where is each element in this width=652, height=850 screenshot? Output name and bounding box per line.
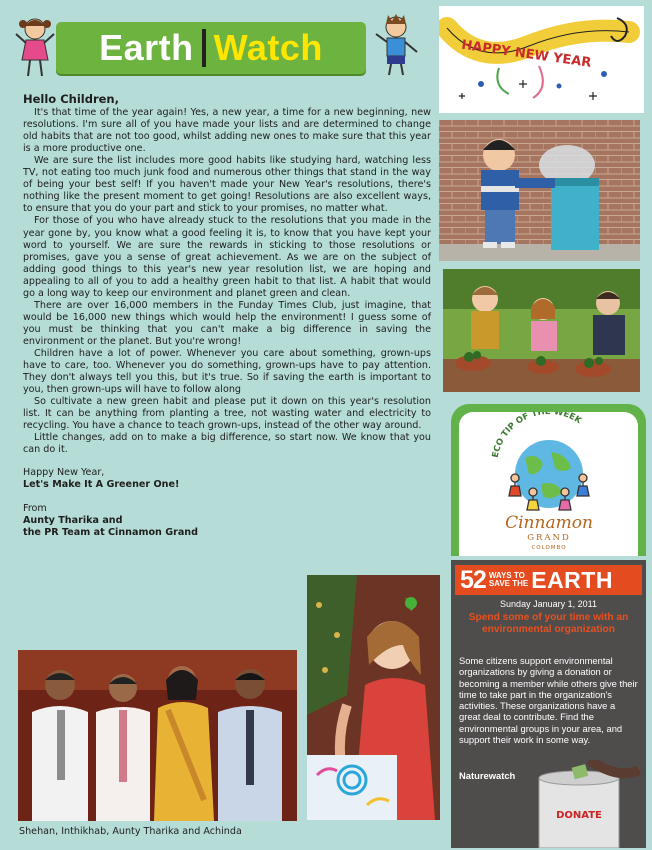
ways-header	[455, 565, 642, 595]
new-year-ribbon-illustration	[439, 6, 644, 113]
eco-tip-label: ECO TIP OF THE WEEK	[490, 412, 584, 459]
earth-watch-logo	[56, 22, 366, 74]
letter-paragraph: For those of you who have already stuck to the resolutions that you made in the year gone by, you know what a good feeling it is, to know that you have kept your word to yourself. We are sure the rewards in sticking to those resolutions or promises, gave you a sense of great achievement. As we are on the subject of adding good things to this year's new year resolution list, we are hoping and appealing to all of you to add a healthy green habit to that list. A habit that would go a long way to keep our environment and planet green and clean.	[23, 215, 431, 299]
letter-body	[23, 93, 431, 539]
letter-paragraph: Little changes, add on to make a big difference, so start now. We know that you can do it.	[23, 432, 431, 456]
logo-word-earth: Earth	[99, 27, 194, 68]
boy-recycling-photo	[439, 120, 640, 261]
letter-paragraph: We are sure the list includes more good habits like studying hard, watching less TV, not eating too much junk food and numerous other things that stand in the way of being your best self! If you haven't made your New Year's resolutions, there's nothing like the present moment to get going! Resolutions are also excellent ways, to ensure that you do your part and stick to your promises, no matter what.	[23, 155, 431, 215]
donate-label: DONATE	[556, 810, 602, 821]
letter-paragraph: So cultivate a new green habit and please put it down on this year's resolution list. It can be anything from planting a tree, not wasting water and electricity to recycling. You have a chance to teach grown-ups, instead of the other way around.	[23, 396, 431, 432]
girl-painting-illustration	[307, 575, 440, 820]
eco-tip-panel	[459, 412, 638, 556]
banner-text: HAPPY NEW YEAR	[460, 37, 593, 71]
girl-painting-photo	[307, 575, 440, 820]
letter-closing	[23, 467, 431, 491]
from-name-1: Aunty Tharika and	[23, 514, 123, 526]
ways-earth: EARTH	[531, 566, 613, 593]
eco-tip-illustration	[459, 412, 638, 556]
donate-can-icon	[529, 760, 646, 848]
kids-planting-photo	[443, 269, 640, 392]
boy-recycling-illustration	[439, 120, 640, 261]
team-photo-caption: Shehan, Inthikhab, Aunty Tharika and Achinda	[19, 826, 242, 837]
letter-signature	[23, 503, 431, 539]
letter-paragraph: Children have a lot of power. Whenever you care about something, grown-ups have to care, too. Whenever you do something, grown-ups have to pay attention. They don't always tell you this, but it's true. So if saving the earth is important to you, then grown-ups will have to follow along	[23, 347, 431, 396]
from-label: From	[23, 502, 47, 514]
letter-greeting: Hello Children,	[23, 92, 119, 106]
ways-label-3: SAVE THE	[488, 579, 529, 588]
ways-to-save-earth-box	[451, 560, 646, 848]
eco-tip-box	[451, 404, 646, 556]
happy-new-year-banner	[439, 6, 644, 113]
logo-word-watch: Watch	[213, 27, 323, 68]
team-illustration	[18, 650, 297, 821]
cartoon-boy-icon	[373, 12, 419, 78]
ways-label-2: TO	[513, 570, 525, 580]
cinnamon-city: COLOMBO	[531, 545, 567, 551]
closing-slogan: Let's Make It A Greener One!	[23, 479, 180, 491]
from-name-2: the PR Team at Cinnamon Grand	[23, 526, 199, 538]
team-photo	[18, 650, 297, 821]
letter-paragraph: There are over 16,000 members in the Funday Times Club, just imagine, that would be 16,000 new things which would help the environment! I guess some of you must be thinking that you can't make a big difference in saving the environment or the planet. But you're wrong!	[23, 299, 431, 347]
ways-source: Naturewatch	[459, 770, 516, 781]
ways-headline: Spend some of your time with an environmental organization	[468, 612, 629, 635]
kids-planting-illustration	[443, 269, 640, 392]
ways-label-1: WAYS	[488, 570, 512, 580]
ways-stacked-label	[489, 572, 528, 589]
closing-line: Happy New Year,	[23, 467, 105, 479]
cartoon-girl-icon	[14, 14, 56, 80]
ways-date: Sunday January 1, 2011	[500, 599, 597, 609]
ways-body: Some citizens support environmental organizations by giving a donation or becoming a member while others give their time to take part in the organization's activities. These organizations have a great deal to contribute. Find the environmental groups in your area, and support their work in some way.	[459, 655, 638, 746]
ways-number: 52	[460, 565, 486, 594]
letter-paragraph: It's that time of the year again! Yes, a new year, a time for a new beginning, new resolutions. I'm sure all of you have made your lists and are determined to change old habits that are not too good, whilst adding new ones to make sure that this year is a more productive one.	[23, 107, 431, 155]
logo-divider	[202, 29, 206, 67]
cinnamon-brand: Cinnamon	[505, 513, 593, 533]
cinnamon-grand: GRAND	[527, 533, 571, 543]
